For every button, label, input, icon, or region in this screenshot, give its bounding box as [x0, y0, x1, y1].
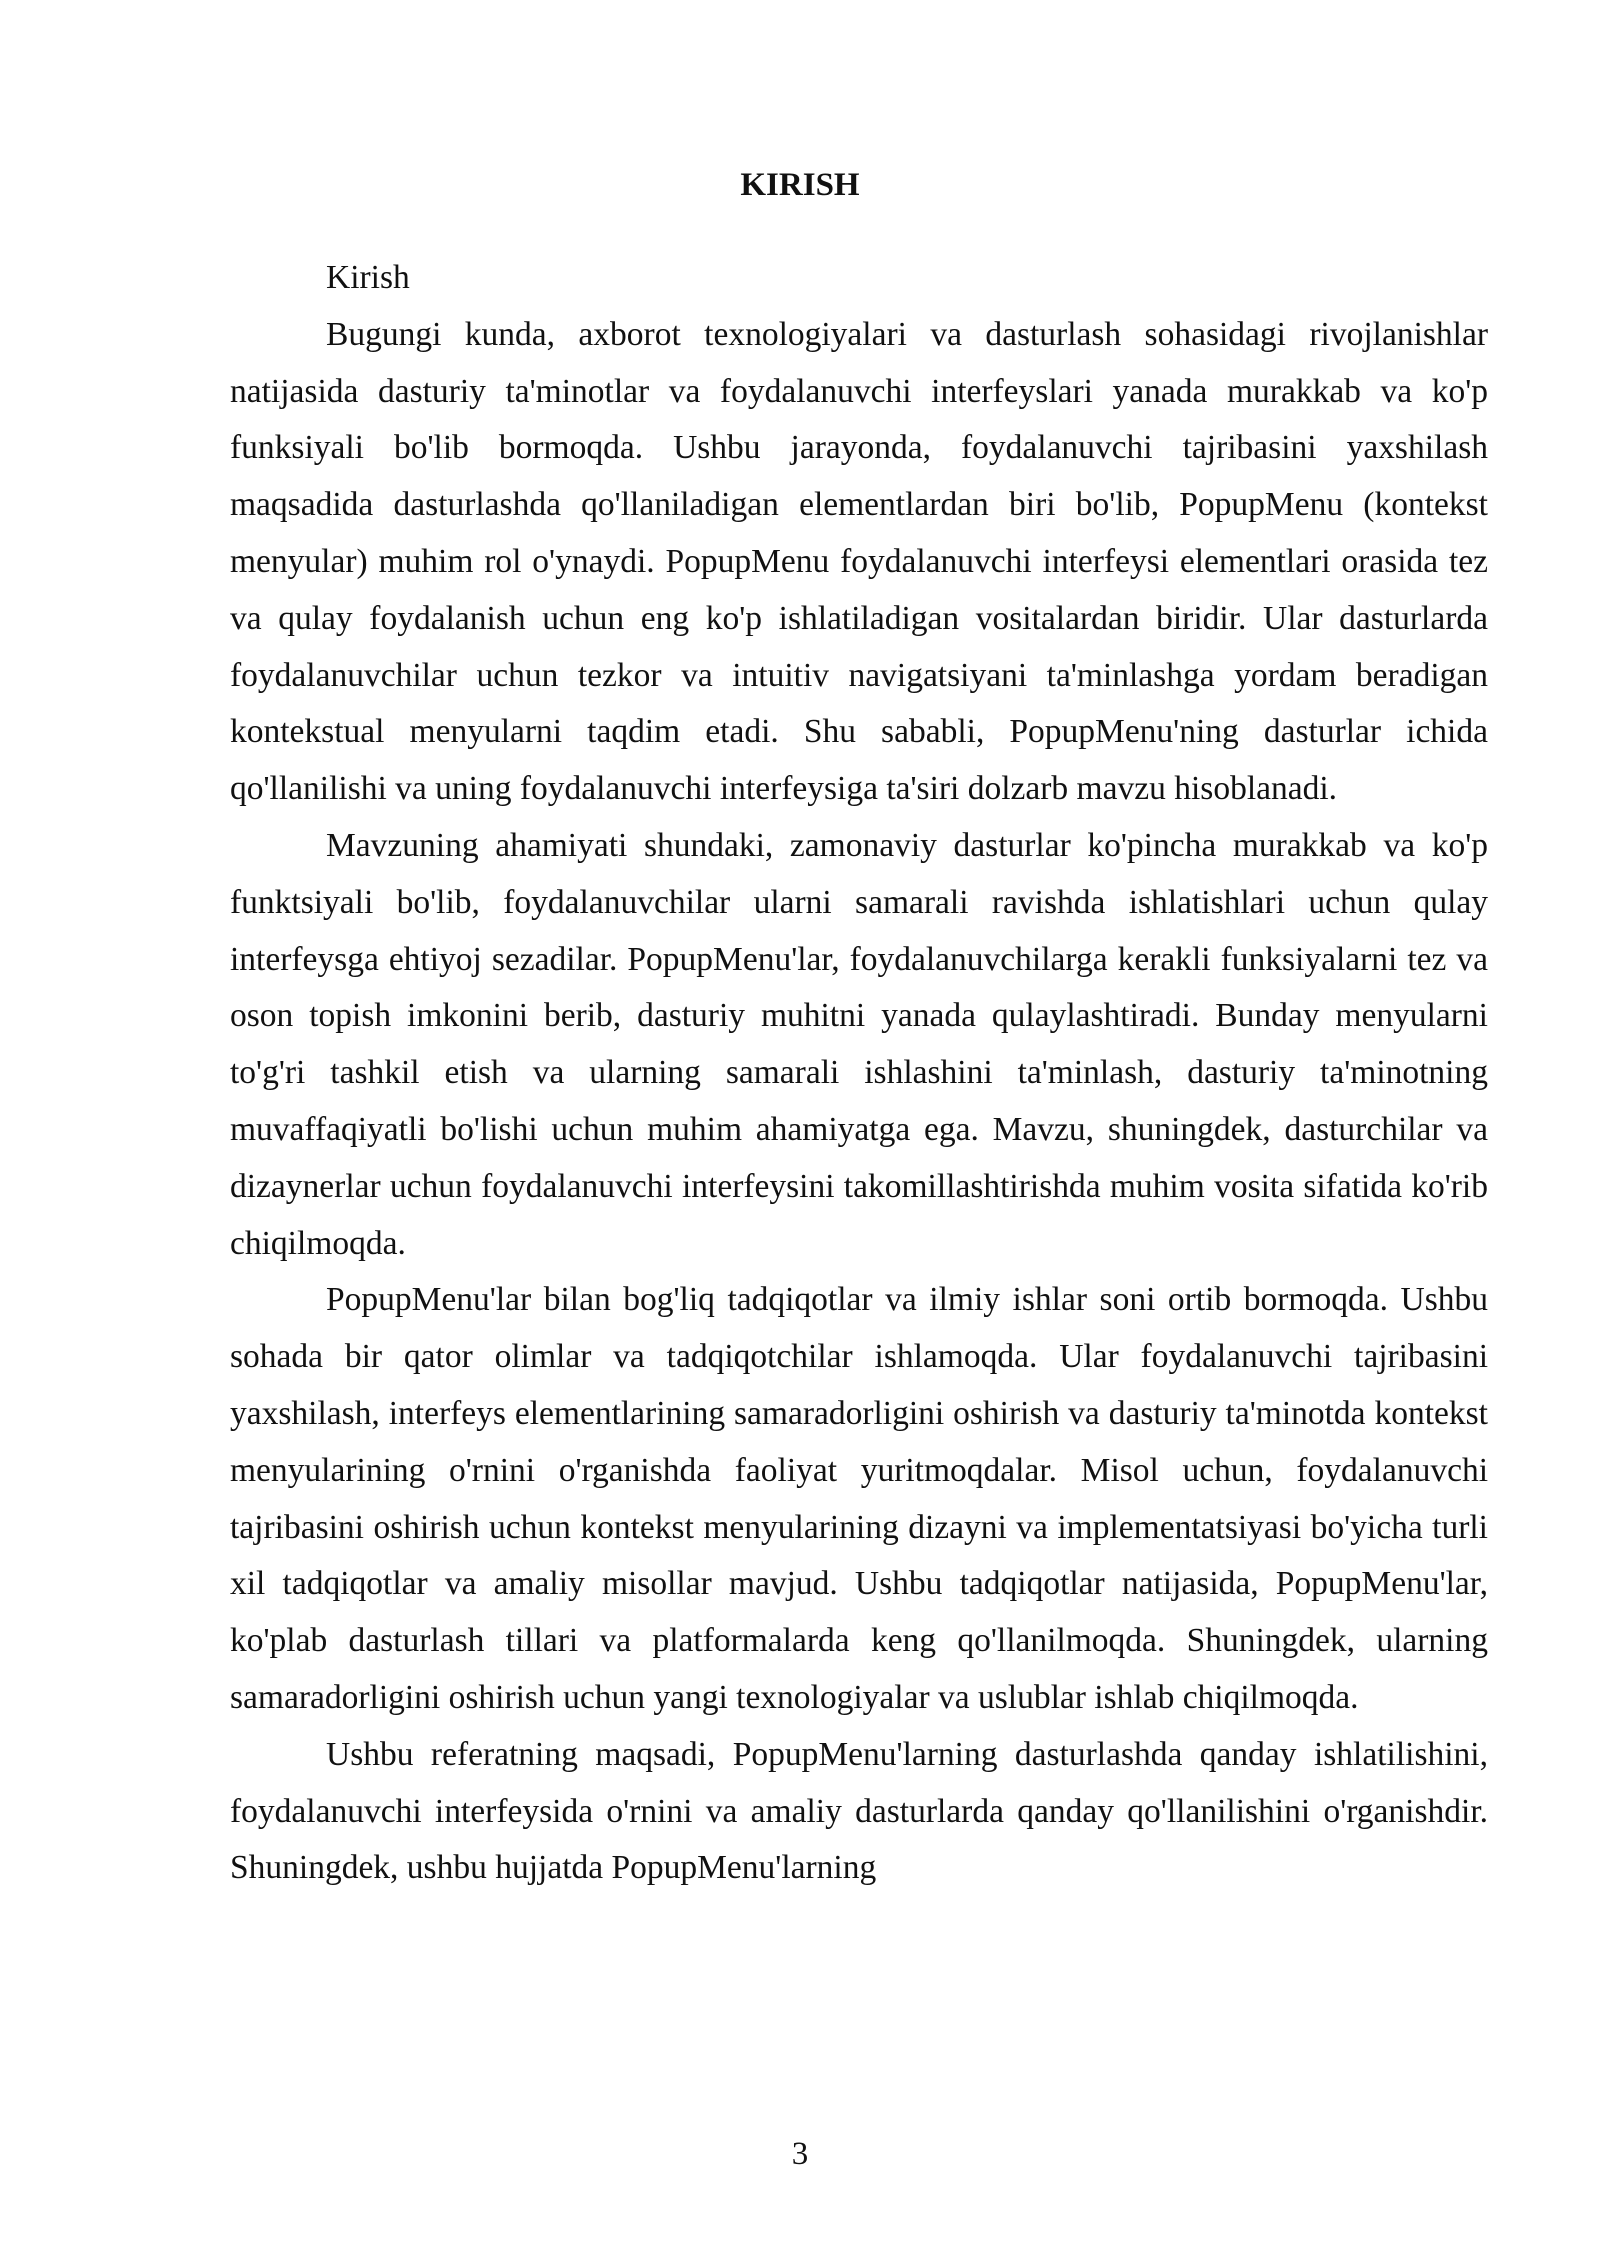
paragraph-2: Mavzuning ahamiyati shundaki, zamonaviy dasturlar ko'pincha murakkab va ko'p funktsiyali bo'lib, foydalanuvchilar ularni samarali ravishda ishlatishlari uchun qulay interfeysga ehtiyoj sezadilar. PopupMenu'lar, foydalanuvchilarga kerakli funksiyalarni tez va oson topish imkonini berib, dasturiy muhitni yanada qulaylashtiradi. Bunday menyularni to'g'ri tashkil etish va ularning samarali ishlashini ta'minlash, dasturiy ta'minotning muvaffaqiyatli bo'lishi uchun muhim ahamiyatga ega. Mavzu, shuningdek, dasturchilar va dizaynerlar uchun foydalanuvchi interfeysini takomillashtirishda muhim vosita sifatida ko'rib chiqilmoqda. — [230, 826, 1488, 1262]
paragraph-1: Bugungi kunda, axborot texnologiyalari va dasturlash sohasidagi rivojlanishlar natijasida dasturiy ta'minotlar va foydalanuvchi interfeyslari yanada murakkab va ko'p funksiyali bo'lib bormoqda. Ushbu jarayonda, foydalanuvchi tajribasini yaxshilash maqsadida dasturlashda qo'llaniladigan elementlardan biri bo'lib, PopupMenu (kontekst menyular) muhim rol o'ynaydi. PopupMenu foydalanuvchi interfeysi elementlari orasida tez va qulay foydalanish uchun eng ko'p ishlatiladigan vositalardan biridir. Ular dasturlarda foydalanuvchilar uchun tezkor va intuitiv navigatsiyani ta'minlashga yordam beradigan kontekstual menyularni taqdim etadi. Shu sababli, PopupMenu'ning dasturlar ichida qo'llanilishi va uning foydalanuvchi interfeysiga ta'siri dolzarb mavzu hisoblanadi. — [230, 315, 1488, 808]
paragraph-subheading: Kirish — [326, 259, 410, 296]
page-title: KIRISH — [740, 167, 860, 203]
page-number: 3 — [791, 2136, 809, 2172]
document-body — [230, 250, 1488, 1897]
paragraph-4: Ushbu referatning maqsadi, PopupMenu'larning dasturlashda qanday ishlatilishini, foydalanuvchi interfeysida o'rnini va amaliy dasturlarda qanday qo'llanilishini o'rganishdir. Shuningdek, ushbu hujjatda PopupMenu'larning — [230, 1735, 1488, 1887]
paragraph-3: PopupMenu'lar bilan bog'liq tadqiqotlar va ilmiy ishlar soni ortib bormoqda. Ushbu sohada bir qator olimlar va tadqiqotchilar ishlamoqda. Ular foydalanuvchi tajribasini yaxshilash, interfeys elementlarining samaradorligini oshirish va dasturiy ta'minotda kontekst menyularining o'rnini o'rganishda faoliyat yuritmoqdalar. Misol uchun, foydalanuvchi tajribasini oshirish uchun kontekst menyularining dizayni va implementatsiyasi bo'yicha turli xil tadqiqotlar va amaliy misollar mavjud. Ushbu tadqiqotlar natijasida, PopupMenu'lar, ko'plab dasturlash tillari va platformalarda keng qo'llanilmoqda. Shuningdek, ularning samaradorligini oshirish uchun yangi texnologiyalar va uslublar ishlab chiqilmoqda. — [230, 1281, 1488, 1716]
